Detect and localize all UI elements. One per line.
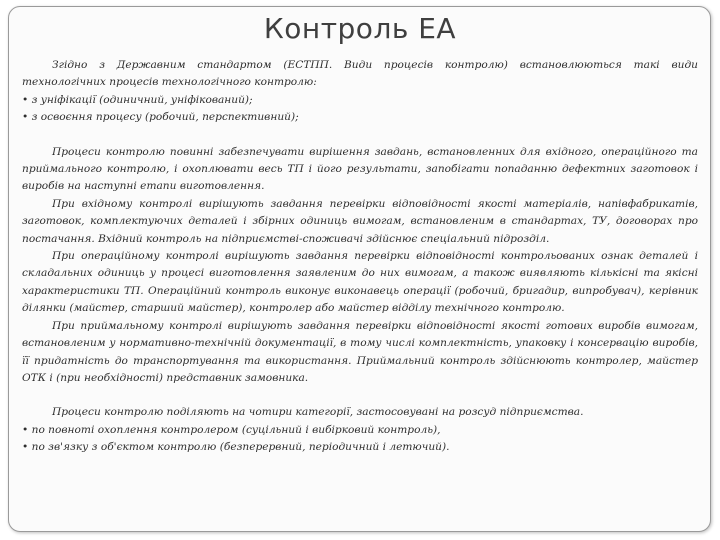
categories-bullet-1: • по повноті охоплення контролером (суцільний і вибірковий контроль),: [22, 423, 441, 436]
intro-paragraph: [22, 57, 698, 92]
slide-body: [22, 57, 698, 457]
categories-bullet-2: • по зв'язку з об'єктом контролю (безперервний, періодичний і летючий).: [22, 441, 450, 454]
categories-paragraph: Процеси контролю поділяють на чотири категорії, застосовувані на розсуд підприємства.: [52, 406, 584, 419]
paragraph-incoming-control: При вхідному контролі вирішують завдання перевірки відповідності якості матеріалів, напівфабрикатів, заготовок, комплектуючих деталей і збірних одиниць вимогам, встановленим в стандартах, ТУ, договорах про постачання. Вхідний контроль на підприємстві-споживачі здійснює спеціальний підрозділ.: [22, 197, 698, 245]
paragraph-operational-control: При операційному контролі вирішують завдання перевірки відповідності контрольованих ознак деталей і складальних одиниць у процесі виготовлення заявленим до них вимогам, а також виявляють кількісні та якісні характеристики ТП. Операційний контроль виконує виконавець операції (робочий, бригадир, випробувач), керівник ділянки (майстер, старший майстер), контролер або майстер відділу технічного контролю.: [22, 250, 698, 315]
intro-text: Згідно з Державним стандартом (ЕСТПП. Види процесів контролю) встановлюються такі види технологічних процесів технологічного контролю:: [22, 59, 698, 89]
paragraph-acceptance-control: При приймальному контролі вирішують завдання перевірки відповідності якості готових виробів вимогам, встановленим у нормативно-технічній документації, в тому числі комплектність, упаковку і консервацію виробів, її придатність до транспортування та використання. Приймальний контроль здійснюють контролер, майстер ОТК і (при необхідності) представник замовника.: [22, 319, 698, 384]
slide-title: Контроль ЕА: [263, 12, 457, 45]
intro-bullet-1: • з уніфікації (одиничний, уніфікований);: [22, 93, 253, 106]
spacer: [22, 127, 698, 144]
paragraph-general: Процеси контролю повинні забезпечувати вирішення завдань, встановленних для вхідного, операційного та приймального контролю, і охоплювати весь ТП і його результати, запобігати попаданню дефектних заготовок і виробів на наступні етапи виготовлення.: [22, 145, 698, 193]
intro-bullet-2: • з освоєння процесу (робочий, перспективний);: [22, 111, 299, 124]
spacer: [22, 387, 698, 404]
